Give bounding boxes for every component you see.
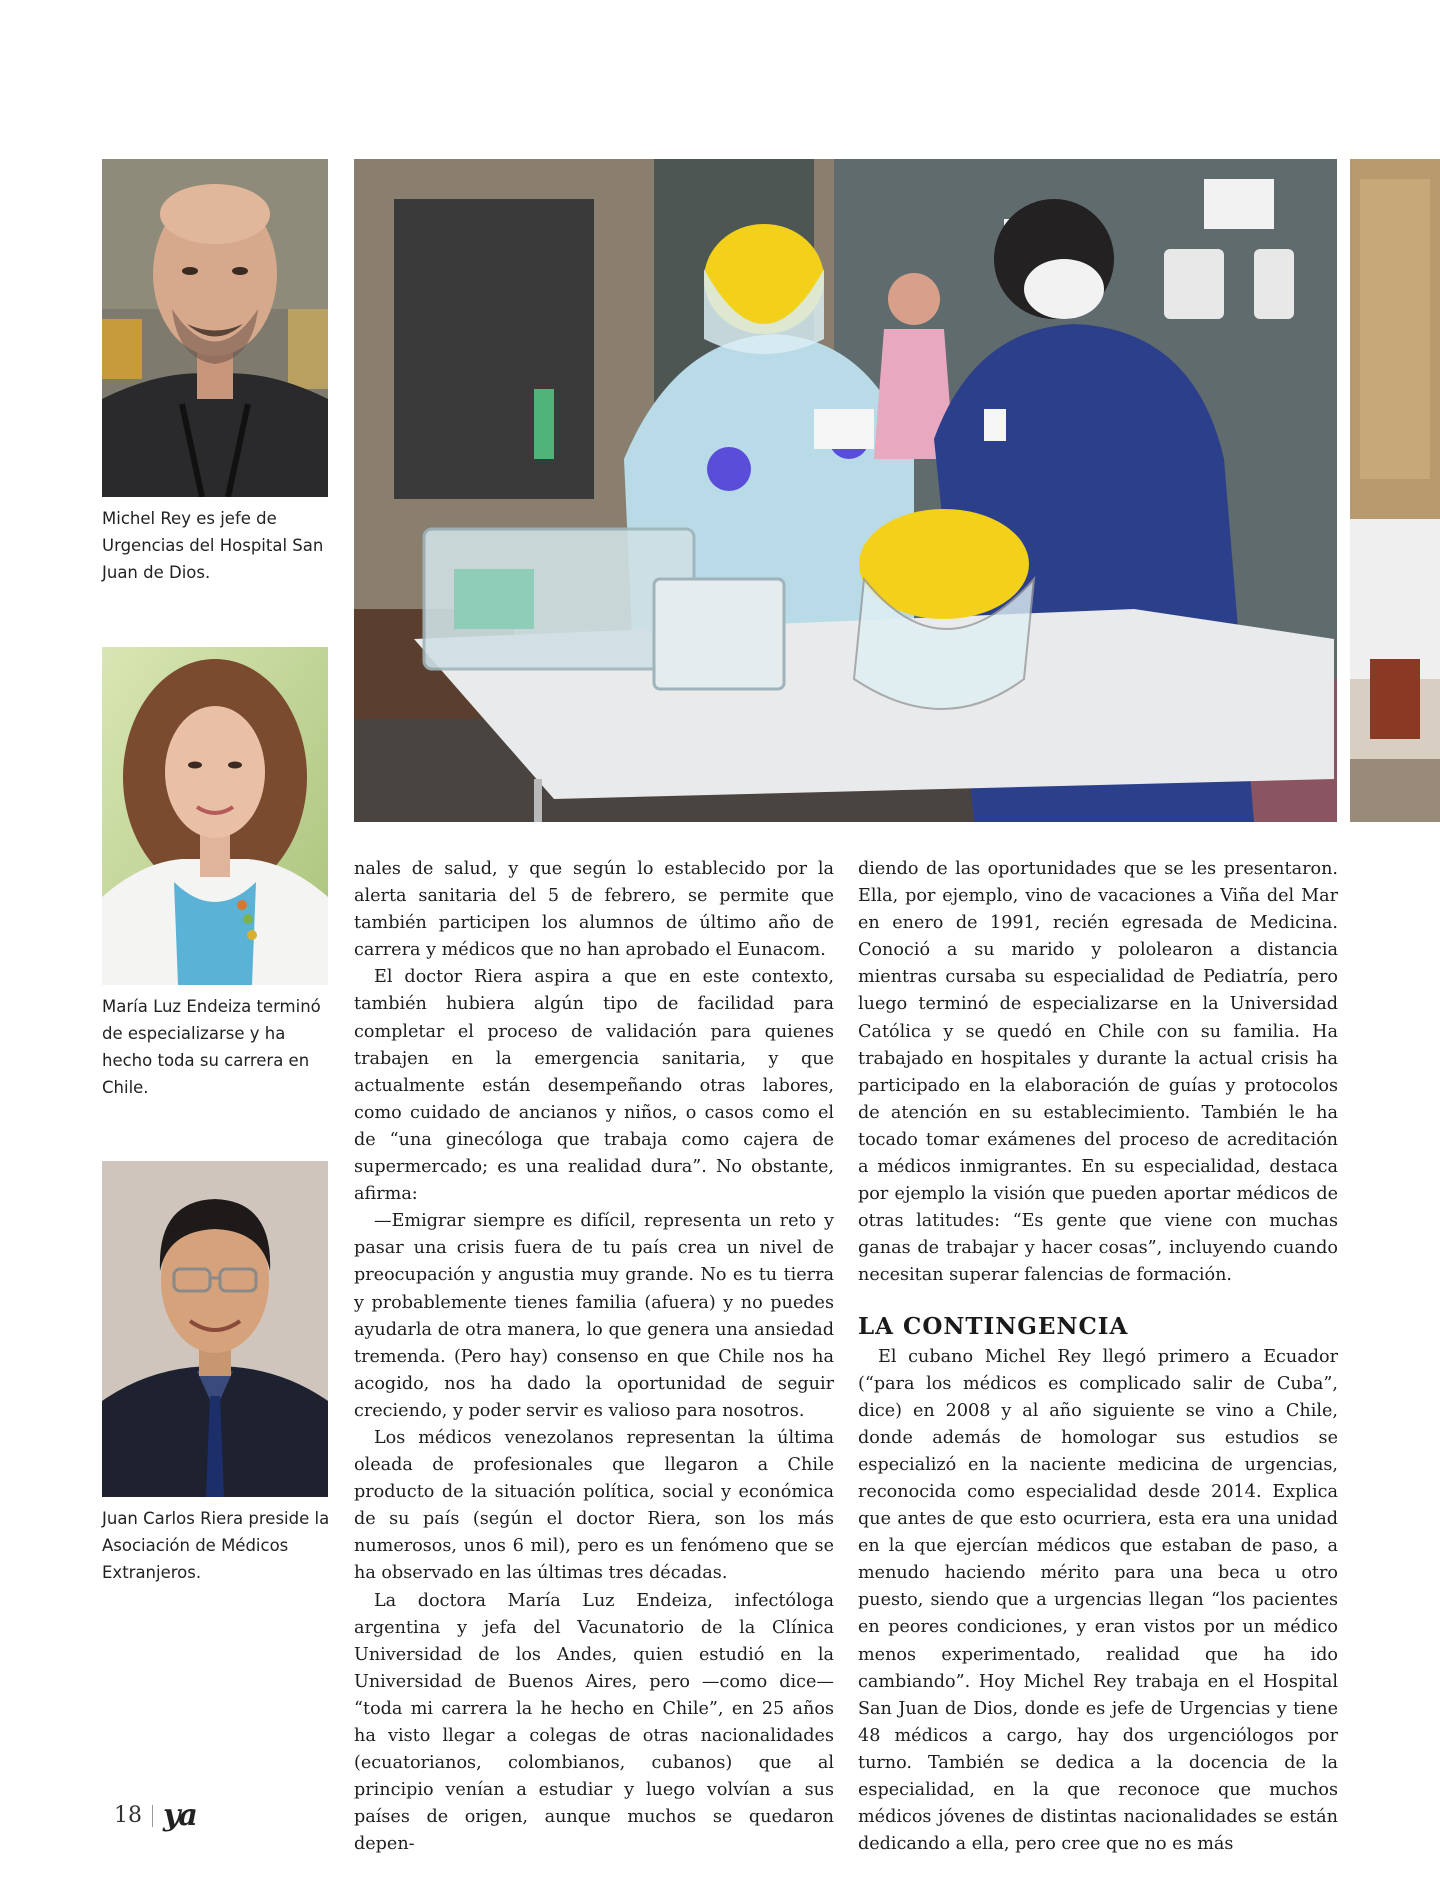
main-photo-health-workers: [354, 159, 1337, 822]
magazine-logo: ya: [163, 1798, 196, 1833]
page-footer: [114, 1798, 196, 1833]
col1-paragraph: Los médicos venezolanos representan la última oleada de profesionales que llegaron a Chile producto de la situación política, social y económica de su país (según el doctor Riera, son los más numerosos, unos 6 mil), pero es un fenómeno que se ha observado en las últimas tres décadas.: [354, 1427, 834, 1584]
caption-juan-carlos-riera: Juan Carlos Riera preside la Asociación de Médicos Extranjeros.: [102, 1509, 330, 1582]
article-column-1: [354, 856, 834, 1858]
col1-paragraph: La doctora María Luz Endeiza, infectóloga argentina y jefa del Vacunatorio de la Clínica Universidad de los Andes, quien estudió en la Universidad de Buenos Aires, pero —como dice— “toda mi carrera la he hecho en Chile”, en 25 años ha visto llegar a colegas de otras nacionalidades (ecuatorianos, colombianos, cubanos) que al principio venían a estudiar y luego volvían a sus países de origen, aunque muchos se quedaron depen-: [354, 1590, 834, 1855]
next-page-photo-edge: [1350, 159, 1440, 822]
section-heading: LA CONTINGENCIA: [858, 1312, 1129, 1340]
page-number: 18: [114, 1803, 142, 1828]
portrait-michel-rey: [102, 159, 328, 497]
article-column-2: [858, 856, 1338, 1858]
col1-paragraph: —Emigrar siempre es difícil, representa un reto y pasar una crisis fuera de tu país crea un nivel de preocupación y angustia muy grande. No es tu tierra y probablemente tienes familia (afuera) y no puedes ayudarla de otra manera, lo que genera una ansiedad tremenda. (Pero hay) consenso en que Chile nos ha acogido, nos ha dado la oportunidad de seguir creciendo, y poder servir es valioso para nosotros.: [354, 1211, 834, 1421]
col2-paragraph: diendo de las oportunidades que se les presentaron. Ella, por ejemplo, vino de vacaciones a Viña del Mar en enero de 1991, recién egresada de Medicina. Conoció a su marido y pololearon a distancia mientras cursaba su especialidad de Pediatría, pero luego terminó de especializarse en la Universidad Católica y se quedó en Chile con su familia. Ha trabajado en hospitales y durante la actual crisis ha participado en la elaboración de guías y protocolos de atención en su establecimiento. También le ha tocado tomar exámenes del proceso de acreditación a médicos inmigrantes. En su especialidad, destaca por ejemplo la visión que pueden aportar médicos de otras latitudes: “Es gente que viene con muchas ganas de trabajar y hacer cosas”, incluyendo cuando necesitan superar falencias de formación.: [858, 859, 1338, 1286]
portrait-juan-carlos-riera: [102, 1161, 328, 1497]
footer-divider: [152, 1805, 153, 1827]
caption-maria-luz-endeiza: María Luz Endeiza terminó de especializarse y ha hecho toda su carrera en Chile.: [102, 997, 321, 1097]
caption-michel-rey: Michel Rey es jefe de Urgencias del Hospital San Juan de Dios.: [102, 509, 324, 582]
portrait-maria-luz-endeiza: [102, 647, 328, 985]
col1-paragraph: El doctor Riera aspira a que en este contexto, también hubiera algún tipo de facilidad para completar el proceso de validación para quienes trabajen en la emergencia sanitaria, y que actualmente están desempeñando otras labores, como cuidado de ancianos y niños, o casos como el de “una ginecóloga que trabaja como cajera de supermercado; es una realidad dura”. No obstante, afirma:: [354, 967, 834, 1205]
col2-paragraph: El cubano Michel Rey llegó primero a Ecuador (“para los médicos es complicado salir de Cuba”, dice) en 2008 y al año siguiente se vino a Chile, donde además de homologar sus estudios se especializó en la naciente medicina de urgencias, reconocida como especialidad desde 2014. Explica que antes de que esto ocurriera, esta era una unidad en la que ejercían médicos que estaban de paso, a menudo haciendo mérito para una beca u otro puesto, siendo que a urgencias llegan “los pacientes en peores condiciones, y eran vistos por un médico menos experimentado, realidad que ha ido cambiando”. Hoy Michel Rey trabaja en el Hospital San Juan de Dios, donde es jefe de Urgencias y tiene 48 médicos a cargo, hay dos urgenciólogos por turno. También se dedica a la docencia de la especialidad, en la que reconoce que muchos médicos jóvenes de distintas nacionalidades se están dedicando a ella, pero cree que no es más: [858, 1346, 1338, 1855]
col1-paragraph: nales de salud, y que según lo establecido por la alerta sanitaria del 5 de febrero, se permite que también participen los alumnos de último año de carrera y médicos que no han aprobado el Eunacom.: [354, 859, 834, 961]
